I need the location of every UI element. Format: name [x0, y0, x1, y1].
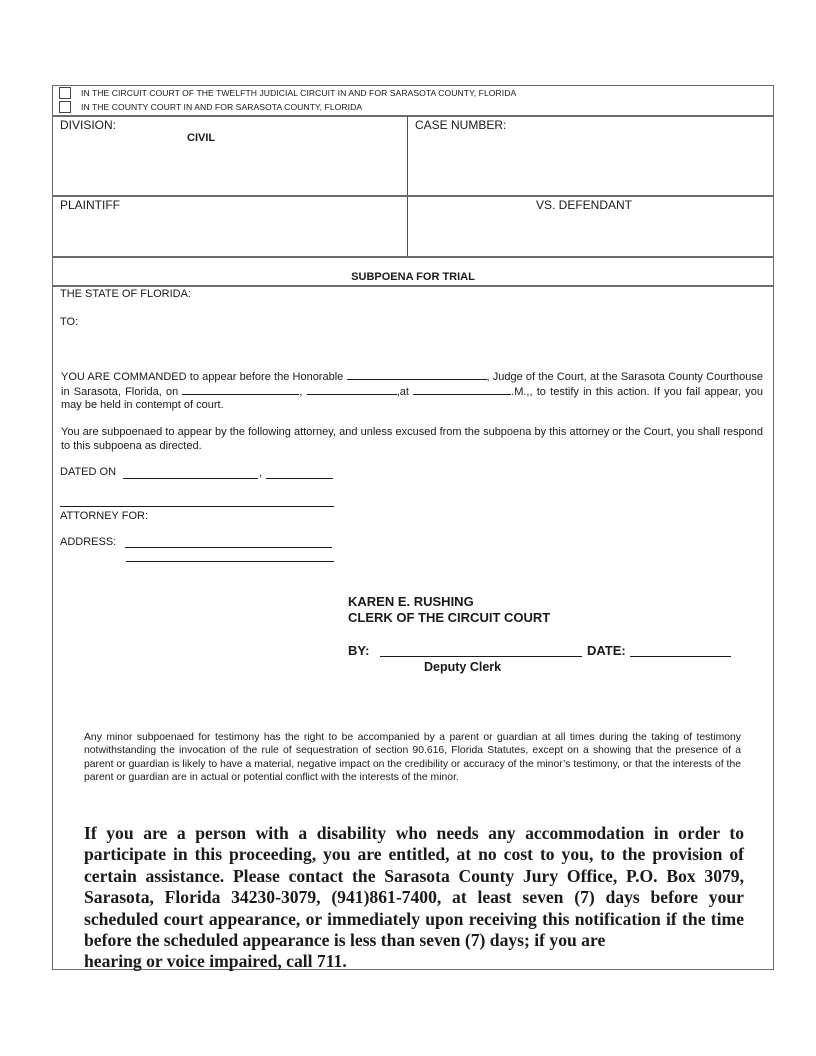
deputy-clerk-signature-line[interactable]	[380, 656, 582, 657]
dated-comma: ,	[259, 467, 263, 479]
by-label: BY:	[348, 643, 370, 658]
circuit-court-label: IN THE CIRCUIT COURT OF THE TWELFTH JUDICIAL CIRCUIT IN AND FOR SARASOTA COUNTY, FLORIDA	[81, 88, 517, 98]
circuit-court-checkbox[interactable]	[59, 87, 71, 99]
divider	[53, 195, 773, 197]
divider	[53, 256, 773, 258]
appearance-year-blank[interactable]	[307, 385, 397, 395]
county-court-label: IN THE COUNTY COURT IN AND FOR SARASOTA COUNTY, FLORIDA	[81, 102, 363, 112]
case-number-label: CASE NUMBER:	[415, 118, 507, 132]
minor-notice: Any minor subpoenaed for testimony has the right to be accompanied by a parent or guardian at all times during the taking of testimony notwithstanding the invocation of the rule of sequestration of section 90.616, Florida Statutes, except on a showing that the presence of a parent or guardian is likely to have a material, negative impact on the credibility or accuracy of the minor’s testimony, or that the interests of the parent or guardian are in actual or potential conflict with the interests of the minor.	[84, 732, 741, 784]
county-court-checkbox[interactable]	[59, 101, 71, 113]
deputy-clerk-label: Deputy Clerk	[424, 660, 502, 674]
address-line-2[interactable]	[126, 561, 334, 562]
ada-notice	[84, 823, 744, 973]
divider	[53, 115, 773, 117]
court-option-county[interactable]	[59, 101, 362, 113]
appearance-time-blank[interactable]	[413, 385, 511, 395]
to-recipient-field[interactable]	[83, 314, 763, 354]
column-divider	[407, 116, 408, 256]
attorney-signature-line[interactable]	[60, 506, 334, 507]
form-title: SUBPOENA FOR TRIAL	[351, 271, 475, 283]
subpoena-form	[52, 85, 774, 970]
division-label: DIVISION:	[60, 118, 117, 132]
case-number-field[interactable]	[413, 136, 768, 192]
defendant-field[interactable]	[413, 214, 768, 252]
address-label: ADDRESS:	[60, 536, 117, 548]
to-label: TO:	[60, 316, 79, 328]
plaintiff-label: PLAINTIFF	[60, 198, 121, 212]
defendant-label: VS. DEFENDANT	[536, 198, 633, 212]
dated-on-date-blank[interactable]	[123, 478, 258, 479]
state-label: THE STATE OF FLORIDA:	[60, 288, 191, 300]
command-paragraph	[61, 370, 763, 413]
clerk-name: KAREN E. RUSHING	[348, 594, 474, 609]
ada-notice-last-line: hearing or voice impaired, call 711.	[84, 951, 347, 972]
court-option-circuit[interactable]	[59, 87, 516, 99]
divider	[53, 285, 773, 287]
date-label: DATE:	[587, 643, 626, 658]
command-text: ,	[299, 385, 303, 398]
ada-notice-text: If you are a person with a disability who needs any accommodation in order to participate in this proceeding, you are entitled, at no cost to you, to the provision of certain assistance. Please contact the Sarasota County Jury Office, P.O. Box 3079, Sarasota, Florida 34230-3079, (941)861-7400, at least seven (7) days before your scheduled court appearance, or immediately upon receiving this notification if the time before the scheduled appearance is less than seven (7) days; if you are	[84, 823, 744, 951]
command-text: YOU ARE COMMANDED to appear before the Honorable	[61, 371, 344, 383]
command-text: ,at	[396, 385, 409, 398]
clerk-title: CLERK OF THE CIRCUIT COURT	[348, 610, 551, 625]
dated-on-year-blank[interactable]	[266, 478, 333, 479]
address-line-1[interactable]	[125, 547, 332, 548]
division-value[interactable]: CIVIL	[187, 132, 216, 144]
command-text: , Judge of the Court, at the Sarasota County Courthouse in Sarasota, Florida, on	[61, 371, 763, 398]
dated-on-label: DATED ON	[60, 466, 117, 478]
attorney-for-label: ATTORNEY FOR:	[60, 510, 149, 522]
appearance-date-blank[interactable]	[182, 385, 299, 395]
judge-name-blank[interactable]	[347, 370, 487, 380]
attorney-paragraph: You are subpoenaed to appear by the following attorney, and unless excused from the subpoena by this attorney or the Court, you shall respond to this subpoena as directed.	[61, 426, 763, 452]
command-text: .M.,, to testify in this action. If you fail appear, you may be held in contempt of court.	[61, 385, 763, 412]
clerk-date-line[interactable]	[630, 656, 731, 657]
plaintiff-field[interactable]	[59, 214, 399, 252]
